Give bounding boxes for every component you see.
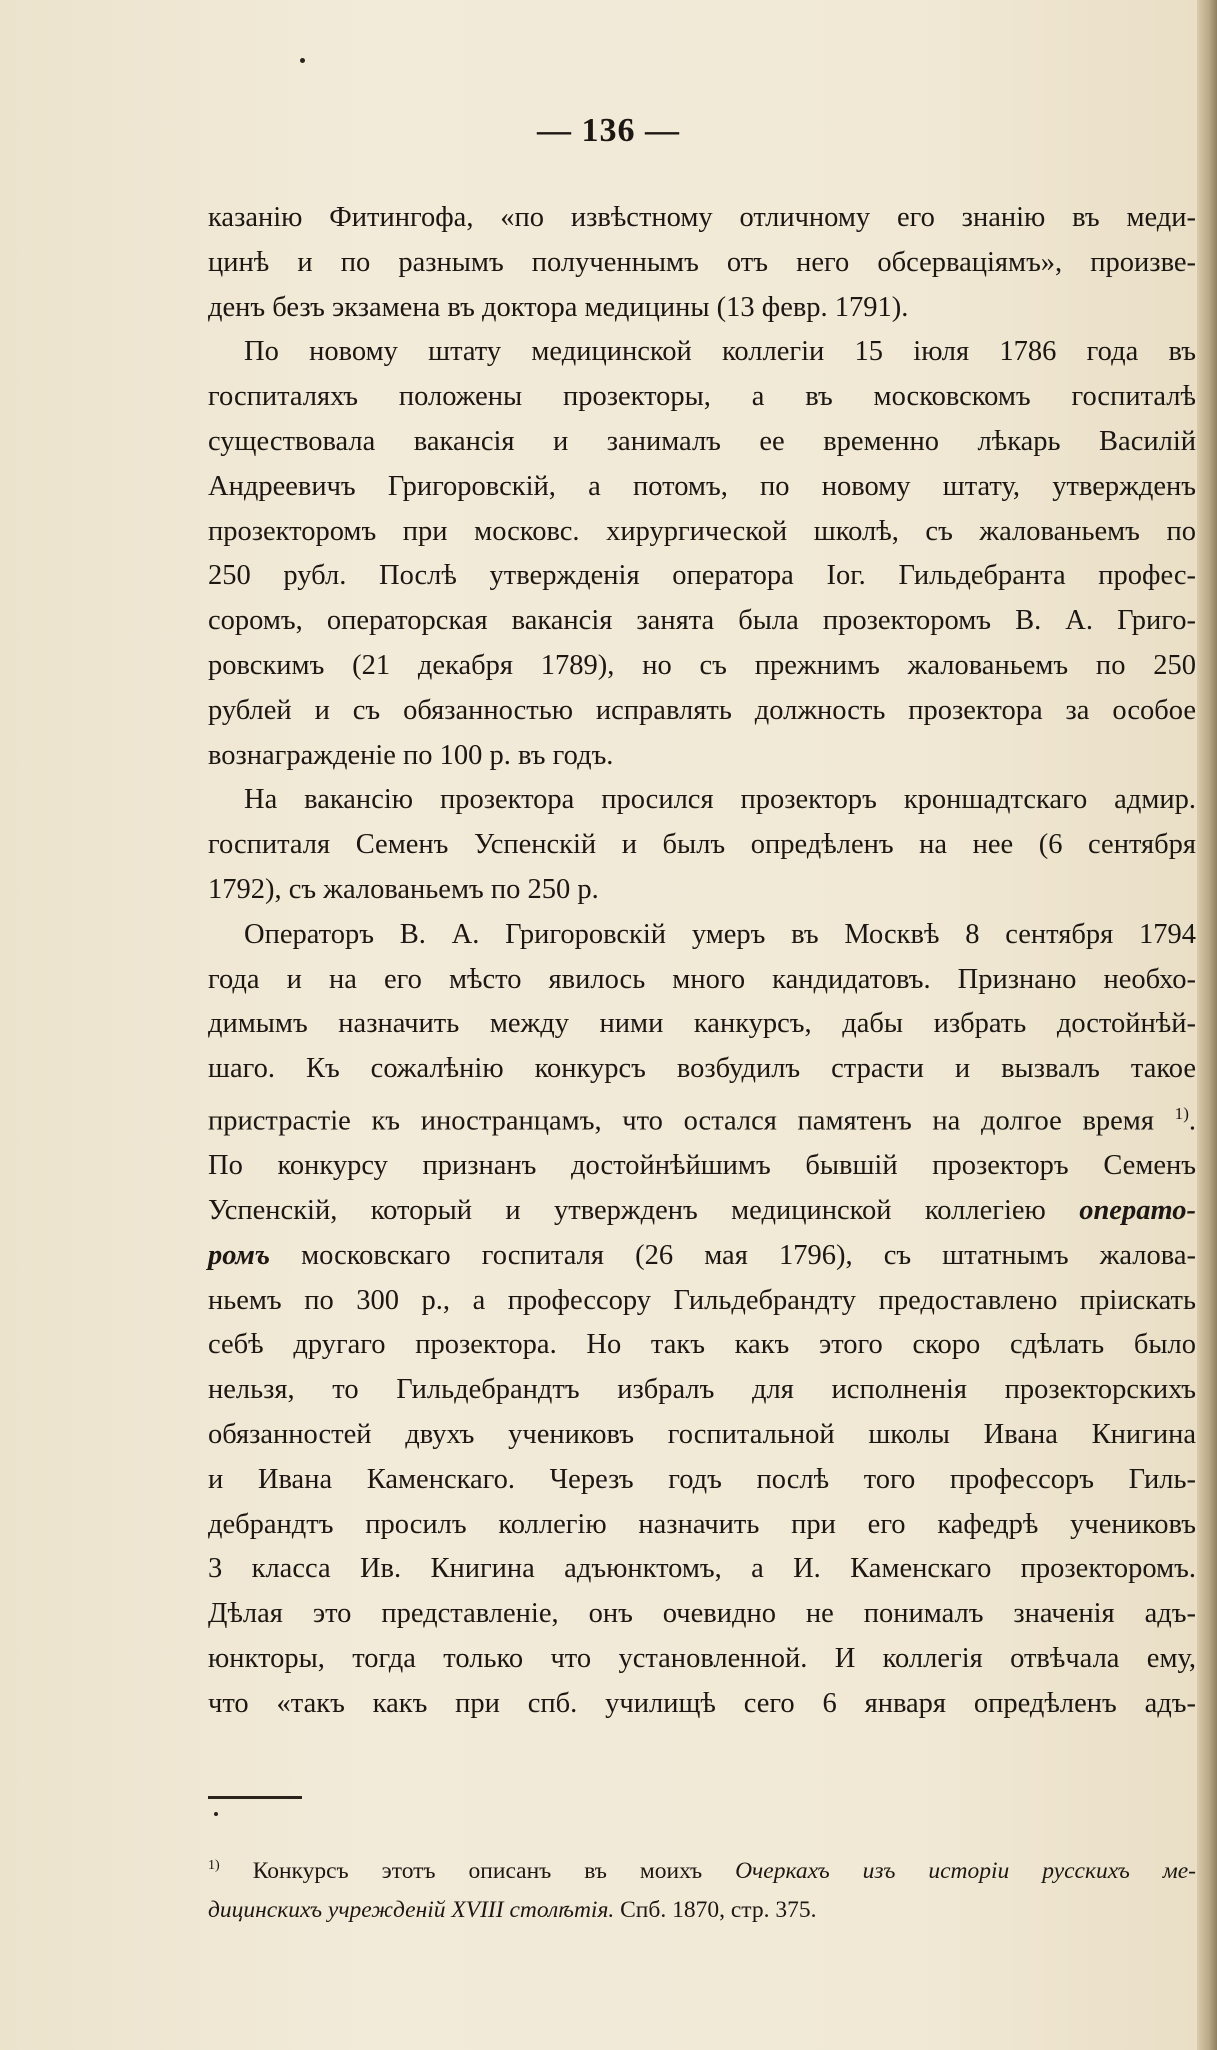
text-line: обязанностей двухъ учениковъ госпитальной школы Ивана Книгина (208, 1419, 1196, 1451)
paragraph-3 (208, 778, 1196, 912)
text-line: соромъ, операторская вакансія занята была прозекторомъ В. А. Григо- (208, 605, 1196, 637)
text-line: года и на его мѣсто явилось много кандидатовъ. Признано необхо- (208, 963, 1196, 995)
text-line: 250 рубл. Послѣ утвержденія оператора Іог. Гильдебранта профес- (208, 560, 1196, 592)
text-line: и Ивана Каменскаго. Черезъ годъ послѣ того профессоръ Гиль- (208, 1463, 1196, 1495)
text-line: себѣ другаго прозектора. Но такъ какъ этого скоро сдѣлать было (208, 1329, 1196, 1361)
text-line: прозекторомъ при московс. хирургической школѣ, съ жалованьемъ по (208, 515, 1196, 547)
text-segment: пристрастіе къ иностранцамъ, что остался памятенъ на долгое время (208, 1105, 1154, 1137)
footnote-marker: 1) (208, 1857, 220, 1873)
text-line: юнкторы, тогда только что установленной. И коллегія отвѣчала ему, (208, 1643, 1196, 1674)
footnote (208, 1846, 1196, 1930)
paragraph-2 (208, 330, 1196, 778)
footnote-line (208, 1846, 1196, 1891)
ink-speck (300, 58, 305, 63)
footnote-text: Конкурсъ этотъ описанъ въ моихъ (219, 1857, 736, 1884)
text-line: рублей и съ обязанностью исправлять должность прозектора за особое (208, 694, 1196, 726)
text-line-with-italic (208, 1189, 1196, 1234)
text-line: что «такъ какъ при спб. училищѣ сего 6 января опредѣленъ адъ- (208, 1687, 1196, 1719)
text-line: 1792), съ жалованьемъ по 250 р. (208, 873, 599, 905)
footnote-italic: Очеркахъ изъ исторіи русскихъ ме- (735, 1857, 1196, 1884)
footnote-text: Спб. 1870, стр. 375. (614, 1896, 817, 1923)
text-segment: Успенскій, который и утвержденъ медицинской коллегіею (208, 1195, 1046, 1227)
text-segment: московскаго госпиталя (26 мая 1796), съ штатнымъ жалова- (301, 1239, 1196, 1271)
text-line: По новому штату медицинской коллегіи 15 іюля 1786 года въ (244, 336, 1196, 368)
body-text (208, 196, 1196, 1727)
text-line: Операторъ В. А. Григоровскій умеръ въ Москвѣ 8 сентября 1794 (244, 918, 1196, 950)
text-line: госпиталя Семенъ Успенскій и былъ опредѣленъ на нее (6 сентября (208, 829, 1196, 861)
text-line: существовала вакансія и занималъ ее временно лѣкарь Василій (208, 425, 1196, 457)
text-line: госпиталяхъ положены прозекторы, а въ московскомъ госпиталѣ (208, 381, 1196, 413)
text-line: Дѣлая это представленіе, онъ очевидно не понималъ значенія адъ- (208, 1598, 1196, 1630)
text-line-with-footnote-ref (208, 1092, 1196, 1144)
text-line: Андреевичъ Григоровскій, а потомъ, по новому штату, утвержденъ (208, 470, 1196, 502)
text-line-with-italic (208, 1234, 1196, 1279)
text-line: 3 класса Ив. Книгина адъюнктомъ, а И. Каменскаго прозекторомъ. (208, 1553, 1196, 1585)
text-line: шаго. Къ сожалѣнію конкурсъ возбудилъ страсти и вызвалъ такое (208, 1053, 1196, 1085)
page-edge (1197, 0, 1217, 2050)
text-line: цинѣ и по разнымъ полученнымъ отъ него обсерваціямъ», произве- (208, 246, 1196, 278)
text-line: На вакансію прозектора просился прозекторъ кроншадтскаго адмир. (244, 784, 1196, 816)
text-segment: . (1188, 1105, 1197, 1137)
text-line: дебрандтъ просилъ коллегію назначить при его кафедрѣ учениковъ (208, 1508, 1196, 1540)
italic-term: операто- (1079, 1195, 1196, 1227)
text-line: По конкурсу признанъ достойнѣйшимъ бывшій прозекторъ Семенъ (208, 1150, 1196, 1182)
paragraph-4 (208, 913, 1196, 1727)
footnote-ref: 1) (1174, 1103, 1189, 1123)
text-line: ньемъ по 300 р., а профессору Гильдебрандту предоставлено пріискать (208, 1284, 1196, 1316)
text-line: нельзя, то Гильдебрандтъ избралъ для исполненія прозекторскихъ (208, 1374, 1196, 1406)
page-number: — 136 — (537, 112, 680, 149)
footnote-line (208, 1891, 1196, 1930)
text-line: димымъ назначить между ними канкурсъ, дабы избрать достойнѣй- (208, 1008, 1196, 1040)
text-line: казанію Фитингофа, «по извѣстному отличному его знанію въ меди- (208, 202, 1196, 233)
text-line: ровскимъ (21 декабря 1789), но съ прежнимъ жалованьемъ по 250 (208, 649, 1196, 681)
ink-speck (214, 1812, 218, 1816)
text-line: денъ безъ экзамена въ доктора медицины (13 февр. 1791). (208, 291, 909, 323)
italic-term: ромъ (208, 1239, 270, 1271)
footnote-italic: дицинскихъ учрежденій XVIII столѣтія. (208, 1896, 615, 1923)
footnote-rule (208, 1796, 302, 1799)
paragraph-1 (208, 196, 1196, 330)
text-line: вознагражденіе по 100 р. въ годъ. (208, 739, 614, 771)
